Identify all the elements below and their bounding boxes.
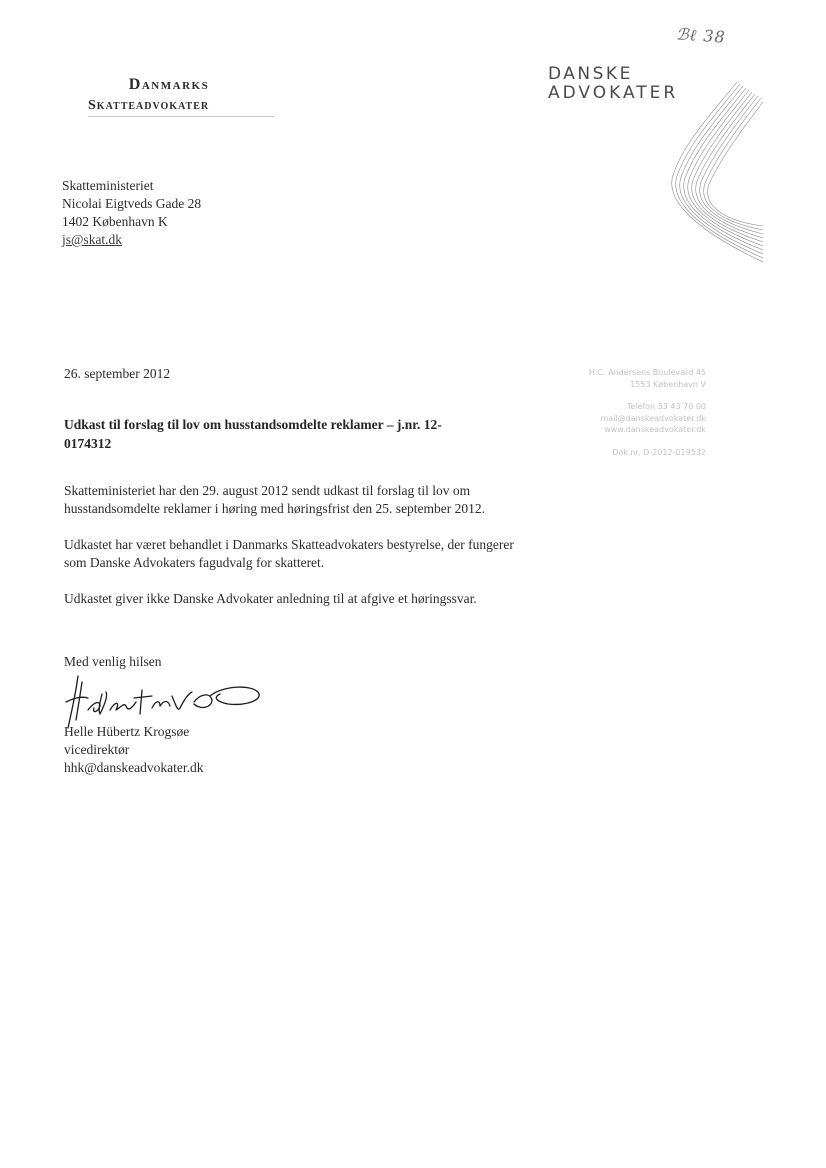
body-p2-line1: Udkastet har været behandlet i Danmarks Skatteadvokaters bestyrelse, der fungerer: [64, 537, 514, 552]
body-p3-line1: Udkastet giver ikke Danske Advokater anledning til at afgive et høringssvar.: [64, 591, 477, 606]
dsa-logo-line2: [88, 98, 278, 114]
body-paragraph-2: [64, 536, 554, 572]
recipient-street: Nicolai Eigtveds Gade 28: [62, 196, 202, 211]
body-p1-line2: husstandsomdelte reklamer i høring med høringsfrist den 25. september 2012.: [64, 501, 486, 516]
sender-phone: Telefon 33 43 70 00: [626, 402, 706, 411]
handwritten-reference-note: ℬℓ 38: [675, 24, 727, 47]
letter-body: [64, 482, 554, 626]
letter-subject: [64, 415, 514, 453]
signer-title: vicedirektør: [64, 742, 130, 757]
sender-info-block: [560, 367, 706, 458]
sender-email: mail@danskeadvokater.dk: [600, 413, 706, 423]
signer-block: [64, 723, 204, 777]
recipient-name: Skatteministeriet: [62, 178, 154, 193]
signer-name: Helle Hübertz Krogsøe: [64, 724, 190, 739]
danske-advokater-wave-graphic: [655, 80, 765, 265]
dsa-logo-rule: [88, 116, 274, 117]
signer-email-link[interactable]: hhk@danskeadvokater.dk: [64, 760, 204, 775]
danmarks-skatteadvokater-logo: [88, 76, 278, 117]
sender-address-line2: 1553 København V: [630, 379, 706, 389]
sender-doc-number: Dok.nr. D-2012-019532: [612, 447, 706, 457]
recipient-address: [62, 177, 201, 249]
body-paragraph-3: [64, 590, 554, 608]
sender-address-line1: H.C. Andersens Boulevard 45: [589, 368, 706, 377]
sender-web: www.danskeadvokater.dk: [604, 425, 706, 434]
subject-line2: 0174312: [64, 436, 112, 451]
dsa-logo-line1: Danmarks: [128, 76, 210, 93]
recipient-email-link[interactable]: js@skat.dk: [62, 232, 123, 247]
letter-date: 26. september 2012: [64, 366, 171, 381]
da-logo-line1: DANSKE: [548, 64, 633, 84]
subject-line1: Udkast til forslag til lov om husstandsomdelte reklamer – j.nr. 12-: [64, 417, 442, 432]
body-p1-line1: Skatteministeriet har den 29. august 2012 sendt udkast til forslag til lov om: [64, 483, 471, 498]
body-paragraph-1: [64, 482, 554, 518]
recipient-city: 1402 København K: [62, 214, 168, 229]
da-logo-line2: ADVOKATER: [548, 83, 679, 103]
dsa-logo-line2-text: Skatteadvokater: [88, 98, 210, 113]
body-p2-line2: som Danske Advokaters fagudvalg for skatteret.: [64, 555, 325, 570]
closing-salutation: Med venlig hilsen: [64, 654, 162, 669]
